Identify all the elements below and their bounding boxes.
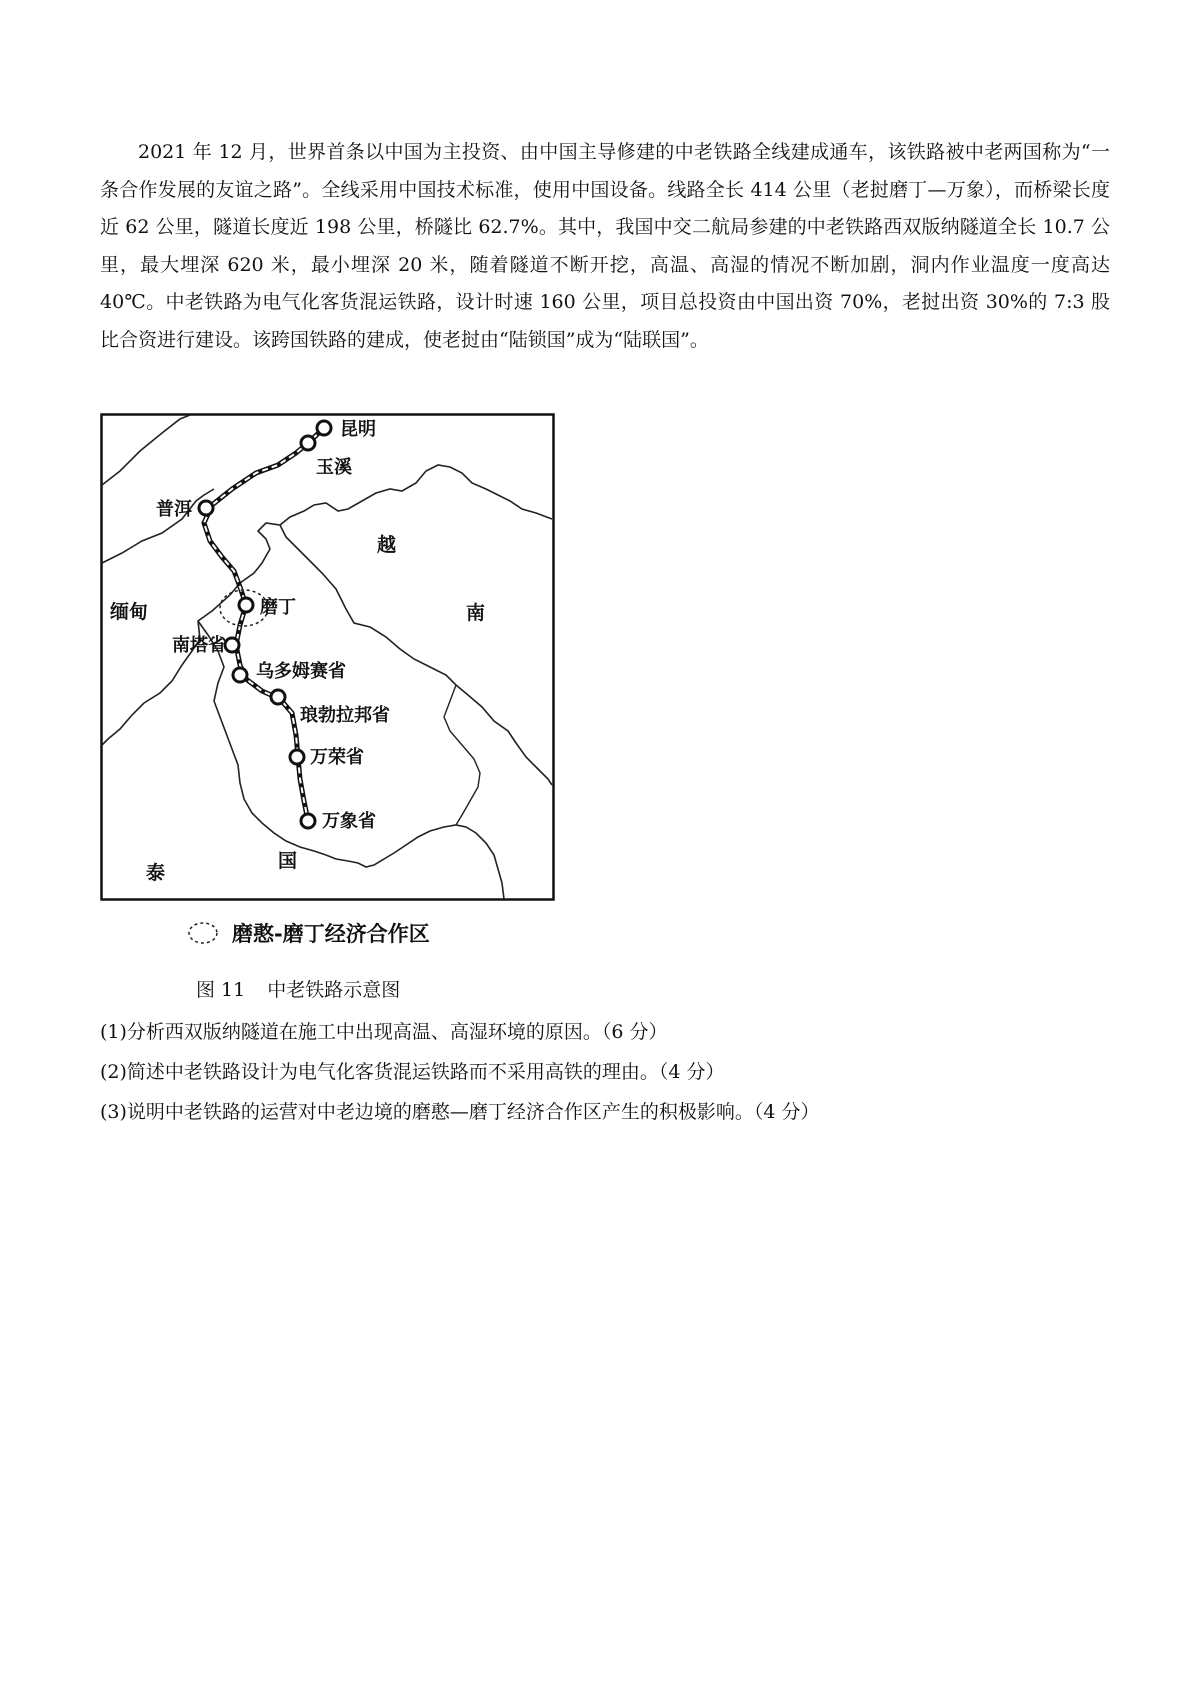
label-yuxi: 玉溪	[316, 457, 352, 478]
question-item: (2)简述中老铁路设计为电气化客货混运铁路而不采用高铁的理由。（4 分）	[100, 1061, 725, 1083]
border-line	[240, 465, 552, 583]
label-kunming: 昆明	[340, 419, 376, 440]
label-luang-namtha: 南塔省	[172, 635, 226, 656]
label-thailand-2: 国	[278, 850, 298, 872]
station-luang-namtha	[225, 638, 239, 652]
station-vientiane	[301, 814, 315, 828]
question-item: (3)说明中老铁路的运营对中老边境的磨憨—磨丁经济合作区产生的积极影响。（4 分）	[100, 1101, 820, 1123]
station-vientiane-prov	[290, 750, 304, 764]
question-list	[100, 1012, 1110, 1132]
label-myanmar: 缅甸	[110, 601, 149, 623]
station-puer	[199, 501, 213, 515]
station-yuxi	[301, 436, 315, 450]
border-line	[102, 415, 190, 485]
station-luang-prabang	[271, 690, 285, 704]
intro-passage	[100, 134, 1110, 359]
railway-map-svg	[100, 413, 555, 901]
railway-line-inner	[204, 428, 324, 605]
legend-label: 磨憨-磨丁经济合作区	[232, 922, 430, 946]
label-oudomxay: 乌多姆赛省	[256, 661, 346, 682]
label-luang-prabang: 琅勃拉邦省	[300, 705, 390, 726]
label-thailand-1: 泰	[146, 862, 166, 884]
label-vientiane: 万象省	[322, 811, 376, 832]
station-oudomxay	[233, 668, 247, 682]
dashed-circle-icon	[186, 920, 220, 946]
label-boten: 磨丁	[260, 597, 296, 618]
railway-line	[236, 605, 308, 821]
figure-number: 图 11	[196, 979, 246, 1001]
question-item: (1)分析西双版纳隧道在施工中出现高温、高湿环境的原因。（6 分）	[100, 1021, 668, 1043]
border-line	[444, 685, 480, 825]
station-kunming	[317, 421, 331, 435]
border-line	[280, 525, 552, 785]
label-puer: 普洱	[156, 499, 192, 520]
passage-text: 2021 年 12 月，世界首条以中国为主投资、由中国主导修建的中老铁路全线建成通车，该铁路被中老两国称为“一条合作发展的友谊之路”。全线采用中国技术标准，使用中国设备。线路全长 414 公里（老挝磨丁—万象），而桥梁长度近 62 公里，隧道长度近 198 公里，桥隧比 62.7%。其中，我国中交二航局参建的中老铁路西双版纳隧道全长 10.7 公里，最大埋深 620 米，最小埋深 20 米，随着隧道不断开挖，高温、高湿的情况不断加剧，洞内作业温度一度高达 40℃。中老铁路为电气化客货混运铁路，设计时速 160 公里，项目总投资由中国出资 70%，老挝出资 30%的 7:3 股比合资进行建设。该跨国铁路的建成，使老挝由“陆锁国”成为“陆联国”。	[100, 141, 1110, 351]
label-vietnam-2: 南	[466, 602, 486, 624]
railway-line	[204, 428, 324, 605]
map-legend	[186, 918, 430, 948]
railway-line-inner	[236, 605, 308, 821]
figure-title: 中老铁路示意图	[267, 979, 401, 1001]
railway-map	[100, 413, 555, 901]
figure-caption	[196, 975, 400, 1002]
border-line	[326, 825, 504, 899]
label-vietnam-1: 越	[377, 534, 397, 556]
station-boten	[239, 598, 253, 612]
label-vientiane-prov: 万荣省	[310, 747, 364, 768]
